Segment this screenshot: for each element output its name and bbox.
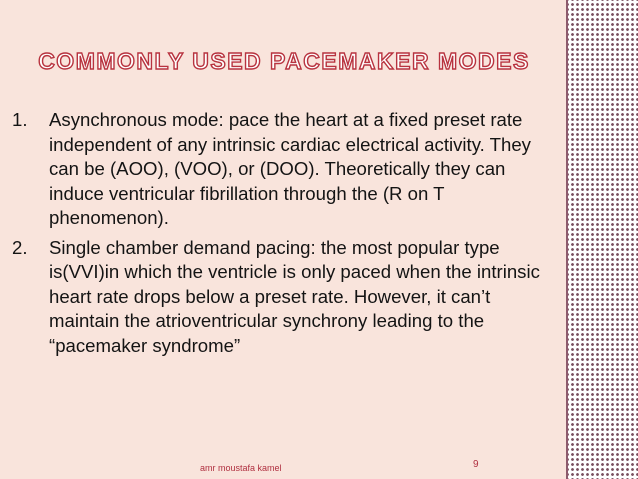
- list-item: [12, 108, 560, 231]
- decorative-dot-panel: [568, 0, 638, 479]
- footer-author: amr moustafa kamel: [200, 463, 282, 473]
- list-item-text: Asynchronous mode: pace the heart at a fixed preset rate independent of any intrinsic cardiac electrical activity. They can be (AOO), (VOO), or (DOO). Theoretically they can induce ventricular fibrillation through the (R on T phenomenon).: [49, 109, 531, 228]
- slide-content: [12, 108, 560, 363]
- list-item-text: Single chamber demand pacing: the most popular type is(VVI)in which the ventricle is only paced when the intrinsic heart rate drops below a preset rate. However, it can’t maintain the atrioventricular synchrony leading to the “pacemaker syndrome”: [49, 236, 540, 356]
- list-item: [12, 236, 560, 359]
- slide-title: COMMONLY USED PACEMAKER MODES: [38, 48, 530, 74]
- dot-pattern: [568, 0, 638, 479]
- page-number: 9: [473, 459, 479, 470]
- list-item-number: 1.: [12, 109, 28, 130]
- list-item-number: 2.: [12, 236, 28, 258]
